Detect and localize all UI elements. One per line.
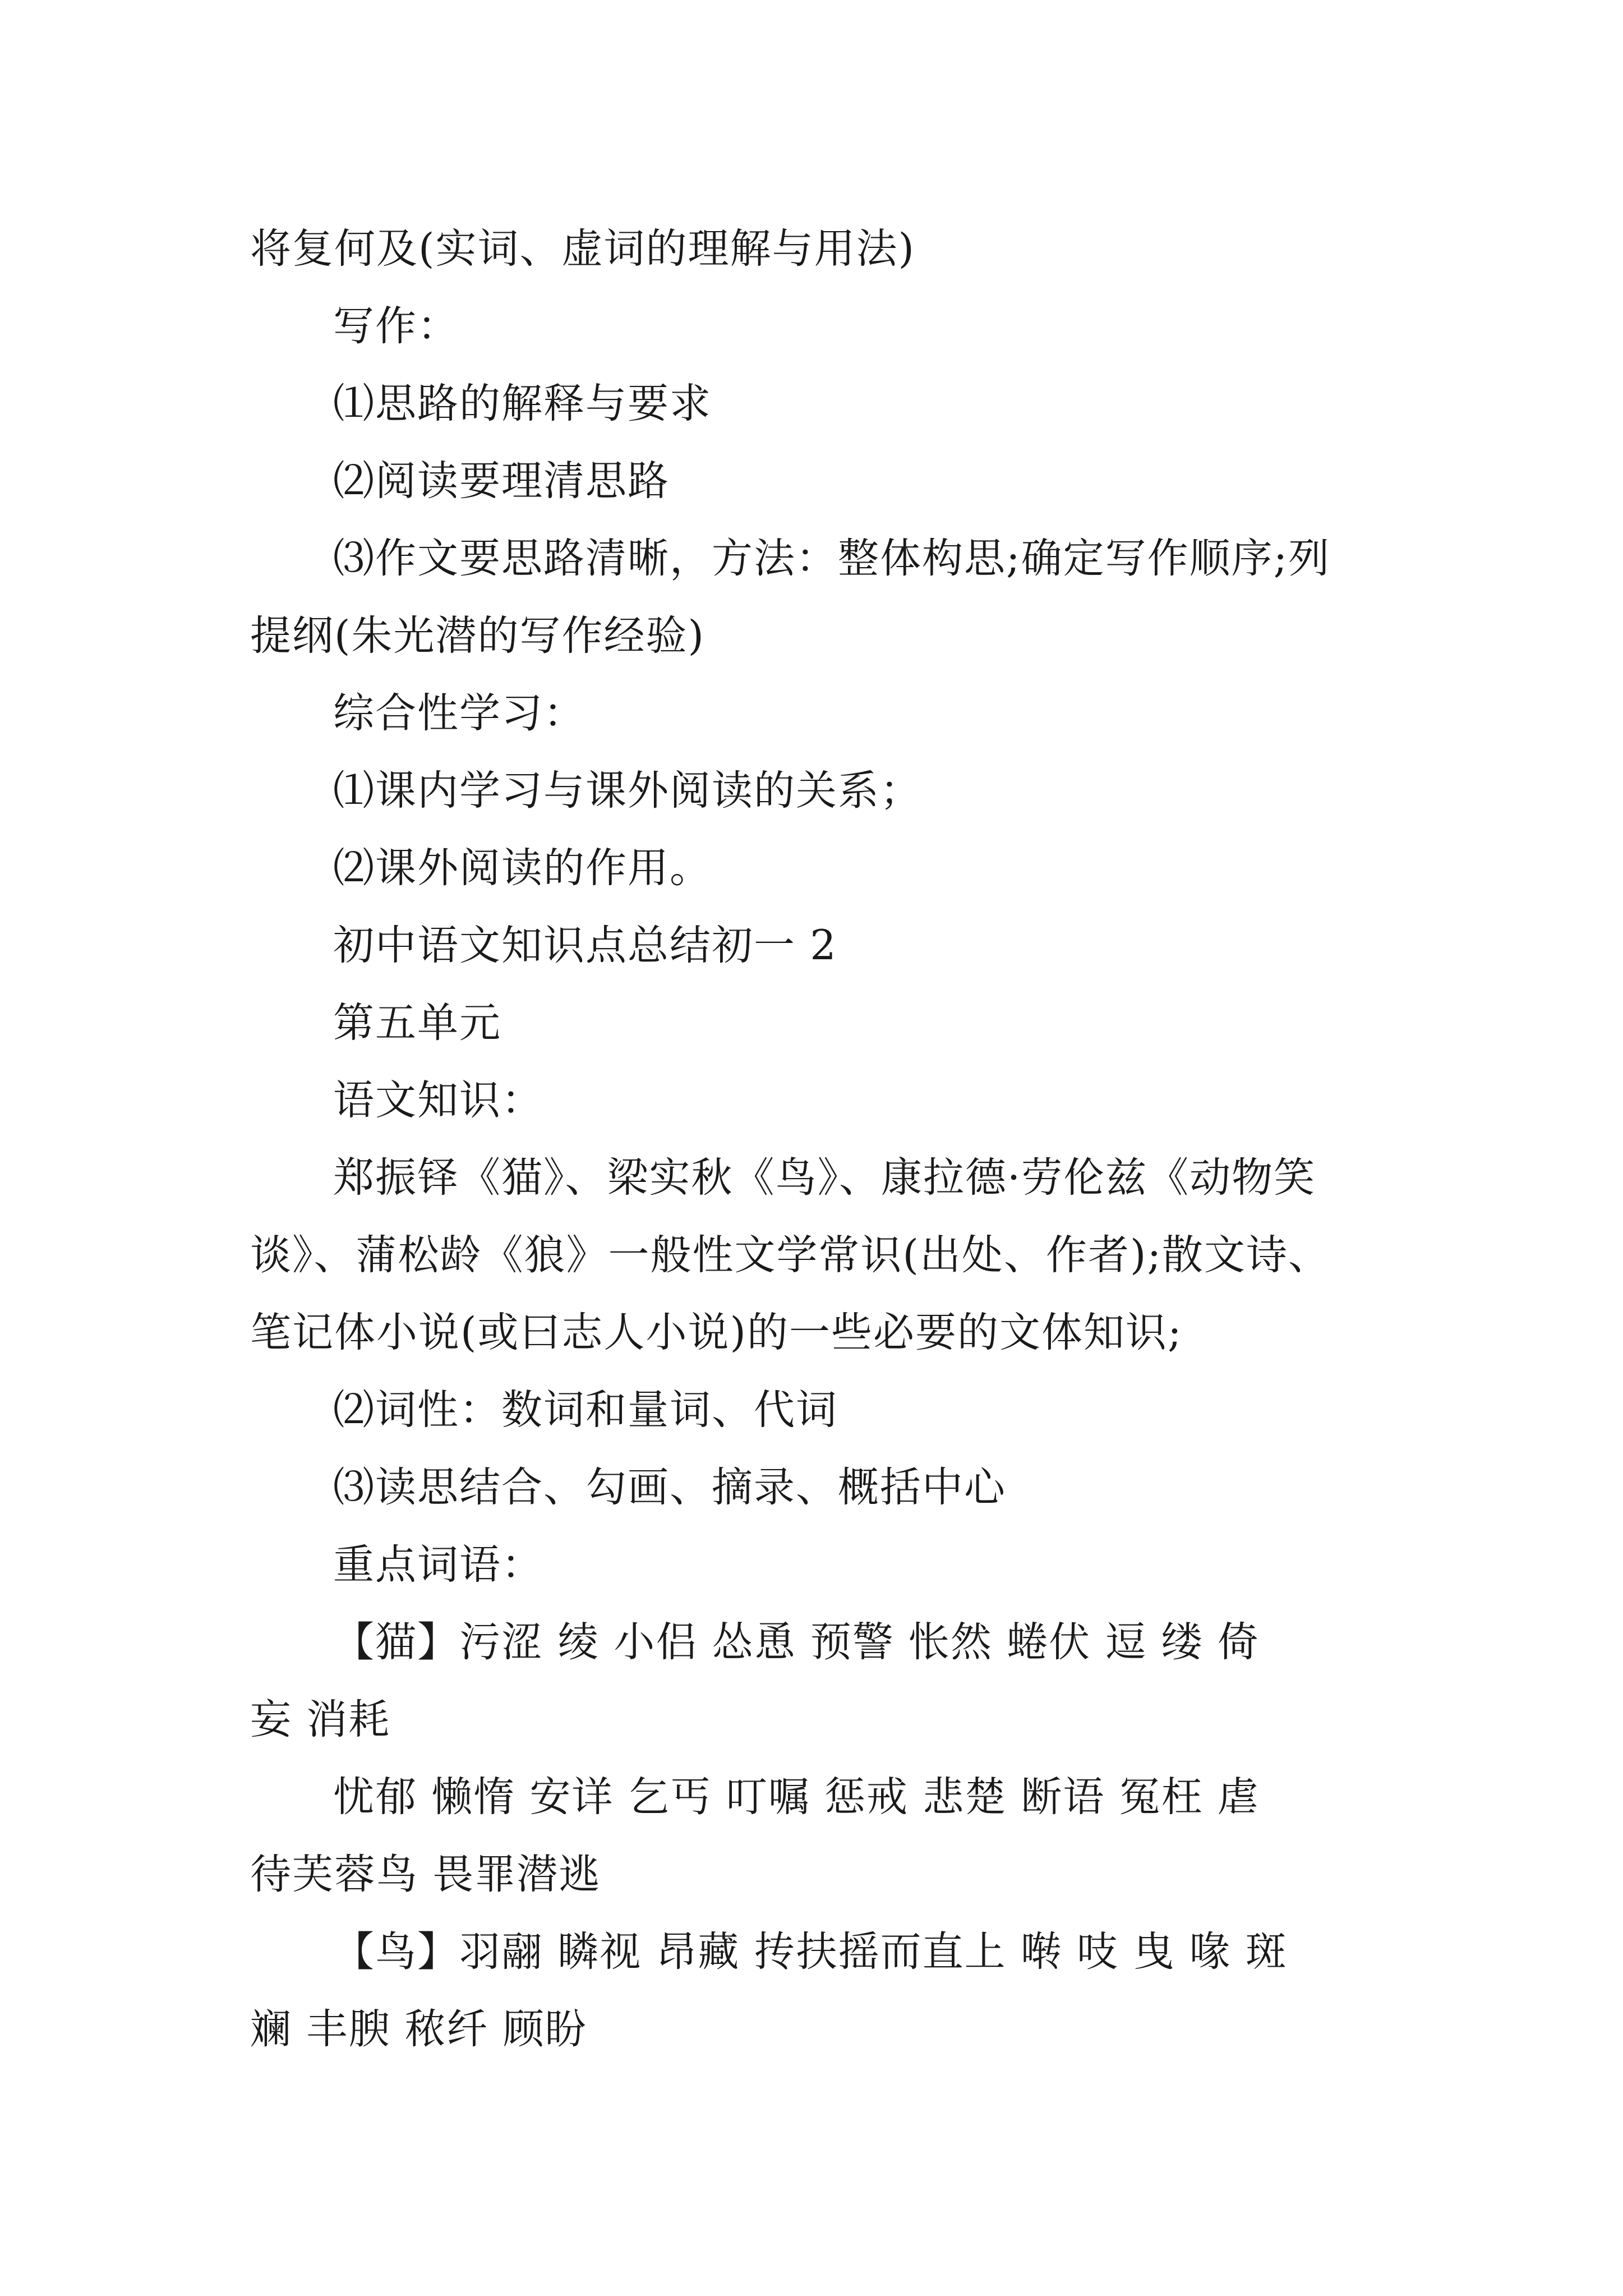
section-heading: 初中语文知识点总结初一 2 (333, 922, 837, 969)
document-body (250, 210, 1377, 2068)
vocab-line: 妄 消耗 (250, 1696, 391, 1743)
text-line: ⑵阅读要理清思路 (333, 457, 670, 505)
text-line: 重点词语： (333, 1541, 543, 1589)
text-line: ⑴思路的解释与要求 (333, 380, 712, 427)
text-line: ⑵课外阅读的作用。 (333, 844, 712, 892)
text-line: 将复何及(实词、虚词的理解与用法) (250, 225, 915, 273)
text-line: ⑶读思结合、勾画、摘录、概括中心 (333, 1464, 1006, 1511)
text-line: 语文知识： (333, 1076, 543, 1124)
text-line: 综合性学习： (333, 689, 585, 737)
vocab-line: 【鸟】羽翮 瞵视 昂藏 抟扶摇而直上 啭 吱 曳 喙 斑 (333, 1928, 1288, 1976)
vocab-line: 【猫】污涩 绫 小侣 怂恿 预警 怅然 蜷伏 逗 缕 倚 (333, 1618, 1260, 1666)
text-line: 谈》、蒲松龄《狼》一般性文学常识(出处、作者);散文诗、 (250, 1231, 1331, 1279)
text-line: 郑振铎《猫》、梁实秋《鸟》、康拉德·劳伦兹《动物笑 (333, 1154, 1316, 1202)
unit-heading: 第五单元 (333, 999, 501, 1047)
text-line: ⑴课内学习与课外阅读的关系； (333, 767, 922, 815)
vocab-line: 待芙蓉鸟 畏罪潜逃 (250, 1851, 601, 1898)
text-line: 笔记体小说(或曰志人小说)的一些必要的文体知识; (250, 1309, 1183, 1356)
text-line: 提纲(朱光潜的写作经验) (250, 612, 705, 660)
vocab-line: 斓 丰腴 秾纤 顾盼 (250, 2005, 587, 2053)
vocab-line: 忧郁 懒惰 安详 乞丐 叮嘱 惩戒 悲楚 断语 冤枉 虐 (333, 1773, 1260, 1821)
text-line: ⑵词性：数词和量词、代词 (333, 1386, 838, 1434)
text-line: ⑶作文要思路清晰，方法：整体构思;确定写作顺序;列 (333, 535, 1331, 582)
text-line: 写作： (333, 302, 459, 350)
